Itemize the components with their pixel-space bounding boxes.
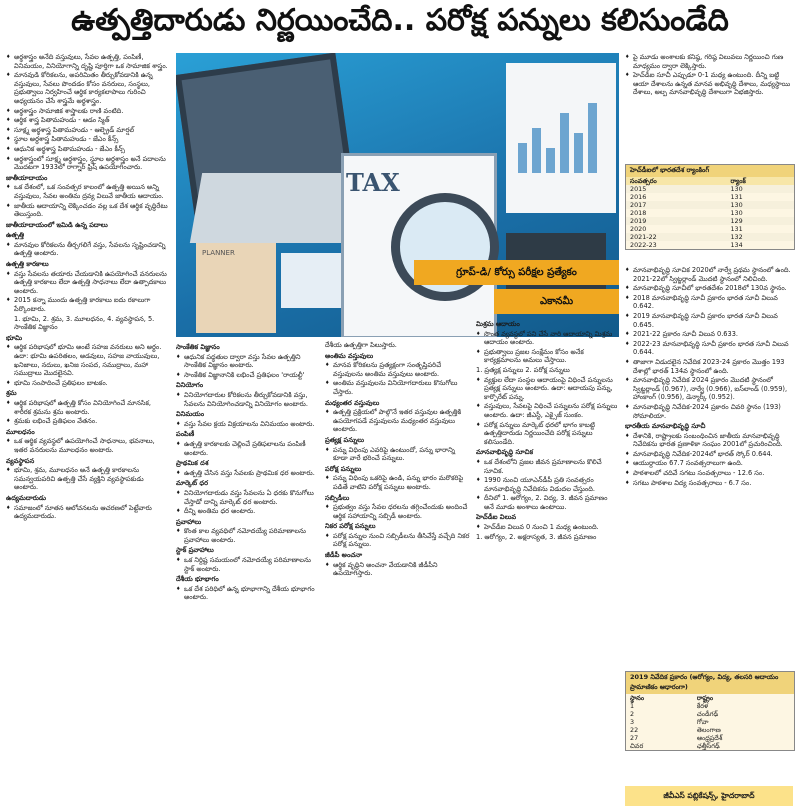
table-row bbox=[626, 726, 794, 734]
col2-bullet: ♦ ఒక నిర్దిష్ట సమయంలో నమోదయ్యే పరిమాణాలను స్టాక్ అంటారు. bbox=[176, 556, 320, 573]
col1-bullet: ♦ 2015 కన్నా ముందు ఉత్పత్తి కారకాలు ఐదు రకాలుగా పేర్కొంటారు. bbox=[6, 296, 168, 313]
col5-bullet: ♦ పై మూడు అంశాలకు కనిష్ఠ, గరిష్ఠ విలువలు నిర్ణయించి గుణ మాధ్యమం ద్వారా లెక్కిస్తారు. bbox=[625, 53, 793, 70]
col1-bullet: ♦ సమాజంలో నూతన ఆలోచనలను ఆచరణలో పెట్టేవారు ఉద్యమదారుడు. bbox=[6, 504, 168, 521]
author-credit: జీవీఎస్ పబ్లికేషన్స్, హైదరాబాద్ bbox=[625, 786, 793, 806]
col2-bullet: ♦ ఉత్పత్తి కారకాలకు చెల్లించే ప్రతిఫలాలను పంపిణీ అంటారు. bbox=[176, 440, 320, 457]
col4-bullet: ♦ ఒక దేశంలోని ప్రజల జీవన ప్రమాణాలను కొలిచే సూచిక. bbox=[476, 458, 619, 475]
col4-bullet: ♦ ప్రభుత్వాలు ప్రజల సంక్షేమం కోసం అనేక కార్యక్రమాలను అమలు చేస్తాయి. bbox=[476, 348, 619, 365]
column-2 bbox=[176, 341, 320, 805]
col4-bullet: ♦ హెచ్‌డీఐ విలువ 0 నుంచి 1 మధ్య ఉంటుంది. bbox=[476, 523, 619, 532]
col2-bullet: ♦ వినియోగదారుడు వస్తు సేవలను ఏ ధరకు కొనుగోలు చేస్తాడో దాన్ని మార్కెట్ ధర అంటారు. bbox=[176, 489, 320, 506]
section-heading: భారతీయ మానవాభివృద్ధి సూచీ bbox=[625, 422, 706, 431]
table-row bbox=[626, 233, 794, 241]
planner-label: PLANNER bbox=[202, 249, 235, 257]
section-heading: నికర పరోక్ష పన్నులు bbox=[325, 522, 376, 531]
table-cell: 2 bbox=[630, 710, 635, 718]
section-heading: జీడీపీ అంచనా bbox=[325, 551, 363, 560]
col5-bullet: ♦ దేశానికి, రాష్ట్రాలకు సంబంధించిన జాతీయ మానవాభివృద్ధి నివేదికను భారత ప్రణాళికా సంఘం 2001లో ప్రచురించింది. bbox=[625, 432, 793, 449]
col1-bullet: ♦ అర్థశాస్త్రం అనేది వస్తువులు, సేవల ఉత్పత్తి, పంపిణీ, వినిమయం, వినియోగాన్ని దృష్టి పూర్తిగా ఒక సామాజిక శాస్త్రం. bbox=[6, 53, 168, 70]
col3-bullet: ♦ పన్ను విధింపు ఒకరిపై ఉండి, పన్ను భారం మరొకరిపై పడితే వాటిని పరోక్ష పన్నులు అంటారు. bbox=[325, 474, 471, 491]
table-header: రాష్ట్రం bbox=[696, 694, 714, 702]
col5-bullet: ♦ 2021-22 ప్రకారం సూచీ విలువ 0.633. bbox=[625, 330, 793, 339]
sub-heading: ఉత్పత్తి కారకాలు bbox=[6, 260, 49, 269]
column-5-top bbox=[625, 53, 793, 161]
section-heading: సబ్సిడీలు bbox=[325, 493, 350, 502]
sub-heading: ఉత్పత్తి bbox=[6, 231, 25, 240]
col5-bullet: ♦ మానవాభివృద్ధి నివేదిక 2024 ప్రకారం మొదటి స్థానంలో స్విట్జర్లాండ్ (0.967), నార్వే (0.966), ఐస్‌లాండ్ (0.959), హాంకాంగ్ (0.956), డెన్మార్క్ (0.952). bbox=[625, 376, 793, 402]
table-row bbox=[626, 225, 794, 233]
section-heading: పంపిణీ bbox=[176, 430, 195, 439]
table-row bbox=[626, 734, 794, 742]
sub-heading: ఉద్యమదారుడు bbox=[6, 493, 47, 502]
table-cell: 2022-23 bbox=[630, 241, 657, 249]
col4-text: 1. ప్రత్యక్ష పన్నులు 2. పరోక్ష పన్నులు bbox=[476, 365, 570, 374]
col1-bullet: ♦ వస్తు సేవలను తయారు చేయడానికి ఉపయోగించే వనరులను ఉత్పత్తి కారకాలు లేదా ఉత్పత్తి సాధనాలు లేదా ఉత్పాదకాలు అంటారు. bbox=[6, 270, 168, 296]
col1-bullet: ♦ ఆర్థిక పరిభాషలో భూమి అంటే సహజ వనరులు అని అర్థం. ఉదా: భూమి ఉపరితలం, అడవులు, సహజ వాయువులు, ఖనిజాలు, నదులు, ఖనిజ సంపద, సముద్రాలు, మహా సముద్రాలు మొదలైనవి. bbox=[6, 343, 168, 377]
col4-bullet: ♦ 1990 నుంచి యూఎన్‌డీపీ ప్రతి సంవత్సరం మానవాభివృద్ధి నివేదికను విడుదల చేస్తుంది. bbox=[476, 476, 619, 493]
col1-bullet: ♦ అర్థశాస్త్రంలో సూక్ష్మ అర్థశాస్త్రం, స్థూల అర్థశాస్త్రం అనే పదాలను మొదటగా 1933లో రాగ్నార్ ఫ్రిష్ ఉపయోగించారు. bbox=[6, 155, 168, 172]
col3-bullet: ♦ ఉత్పత్తి ప్రక్రియలో పాల్గొనే ఇతర వస్తువుల ఉత్పత్తికి ఉపయోగపడే వస్తువులను మధ్యంతర వస్తువులు అంటారు. bbox=[325, 408, 471, 434]
col3-bullet: ♦ పన్ను విధింపు ఎవరిపై ఉంటుందో, పన్ను భారాన్ని కూడా వారే భరించే పన్నులు. bbox=[325, 446, 471, 463]
col3-bullet: ♦ ఆర్థిక వృద్ధిని అంచనా వేయడానికి జీడీపీని ఉపయోగిస్తారు. bbox=[325, 561, 471, 578]
col5-bullet: ♦ మానవాభివృద్ధి సూచీలో భారతదేశం 2018లో 130వ స్థానం. bbox=[625, 284, 793, 293]
col5-bullet: ♦ 2019 మానవాభివృద్ధి సూచీ ప్రకారం భారత సూచీ విలువ 0.645. bbox=[625, 312, 793, 329]
col4-text: 1. ఆరోగ్యం, 2. అక్షరాస్యత, 3. జీవన ప్రమాణం bbox=[476, 532, 597, 541]
table-cell: చండీగఢ్ bbox=[696, 710, 719, 718]
col1-bullet: ♦ ఆధునిక అర్థశాస్త్ర పితామహుడు - జేఎం కీన్స్ bbox=[6, 145, 168, 154]
col1-bullet: ♦ జాతీయ ఆదాయాన్ని లెక్కించడం వల్ల ఒక దేశ ఆర్థిక వృద్ధిరేటు తెలుస్తుంది. bbox=[6, 202, 168, 219]
table-cell: గోవా bbox=[696, 718, 709, 726]
col1-bullet: ♦ భూమి సంపాదించే ప్రతిఫలం బాటకం. bbox=[6, 379, 168, 388]
table-row bbox=[626, 702, 794, 710]
sub-heading: మూలధనం bbox=[6, 427, 35, 436]
col2-bullet: ♦ ఉత్పత్తి చేసిన వస్తు సేవలకు ప్రాథమిక ధర అంటారు. bbox=[176, 469, 320, 478]
col2-bullet: ♦ సాంకేతిక విజ్ఞానానికి లభించే ప్రతిఫలం 'రాయల్టీ' bbox=[176, 371, 320, 380]
col4-bullet: ♦ పరోక్ష పన్నులు మార్కెట్ ధరలో భాగం కాబట్టి ఉత్పత్తిదారుడు నిర్ణయించేది పరోక్ష పన్నులు కలిసుండేది. bbox=[476, 421, 619, 447]
section-heading: ప్రత్యక్ష పన్నులు bbox=[325, 435, 365, 444]
table-cell: 2019 bbox=[626, 217, 726, 225]
section-heading: దేశీయ భూభాగం bbox=[176, 575, 219, 584]
exam-special-banner: గ్రూప్-డి/ కోర్సు పరీక్షల ప్రత్యేకం bbox=[414, 260, 619, 285]
col5-bullet: ♦ మానవాభివృద్ధి సూచిక 2020లో నార్వే ప్రథమ స్థానంలో ఉంది. 2021-22లో స్విట్జర్లాండ్ మొదటి స్థానంలో నిలిచింది. bbox=[625, 266, 793, 283]
chart-document-illustration bbox=[506, 63, 616, 213]
table-row bbox=[626, 201, 794, 209]
table-header: సంవత్సరం bbox=[626, 177, 726, 185]
col1-bullet: ♦ మానవుడి కోరికలను, అపరిమితం తీర్చుకోవడానికి ఉన్న వస్తువులు, సేవలు పొందడం కోసం వనరులు, సంస్థలు, ప్రభుత్వాలు నిర్వహించే ఆర్థిక కార్యకలాపాలు గురించి అధ్యయనం చేసే శాస్త్రమే అర్థశాస్త్రం. bbox=[6, 71, 168, 105]
col1-bullet: ♦ ఒక ఆర్థిక వ్యవస్థలో ఉపయోగించే సాధనాలు, భవనాలు, ఇతర వనరులను మూలధనం అంటారు. bbox=[6, 437, 168, 454]
planner-notebook bbox=[196, 243, 276, 333]
subject-banner: ఎకానమీ bbox=[494, 289, 619, 314]
col5-bullet: ♦ సగటు పాఠశాల విద్య సంవత్సరాలు - 6.7 సం. bbox=[625, 479, 793, 488]
col2-bullet: ♦ వినియోగదారుల కోరికలను తీర్చుకోవడానికి వస్తు, సేవలను వినియోగించడాన్ని వినియోగం అంటారు. bbox=[176, 391, 320, 408]
col5-bullet: ♦ మానవాభివృద్ధి నివేదిక-2024 ప్రకారం చివరి స్థానం (193) సోమాలియా. bbox=[625, 403, 793, 420]
section-heading: మానవాభివృద్ధి సూచిక bbox=[476, 448, 534, 457]
section-heading: జాతీయాదాయంలో ఇమిడి ఉన్న పదాలు bbox=[6, 220, 108, 229]
table-title: 2019 నివేదిక ప్రకారం (ఆరోగ్యం, విద్య, తలసరి ఆదాయం ప్రామాణికం ఆధారంగా) bbox=[626, 672, 794, 694]
col1-bullet: ♦ భూమి, శ్రమ, మూలధనం అనే ఉత్పత్తి కారకాలను సమన్వయపరిచి ఉత్పత్తి చేసే వ్యక్తిని వ్యవస్థాపకుడు అంటారు. bbox=[6, 466, 168, 492]
table-cell: 130 bbox=[726, 201, 794, 209]
table-row bbox=[626, 742, 794, 750]
sub-heading: వ్యవస్థాపన bbox=[6, 456, 35, 465]
table-cell: చివర bbox=[630, 742, 644, 750]
section-heading: హెచ్‌డీఐ విలువ bbox=[476, 513, 517, 522]
table-cell: 130 bbox=[726, 185, 794, 193]
table-row bbox=[626, 241, 794, 249]
section-heading: మధ్యంతర వస్తువులు bbox=[325, 398, 380, 407]
col1-bullet: ♦ ఆర్థిక శాస్త్ర పితామహుడు - ఆడం స్మిత్ bbox=[6, 116, 168, 125]
col2-bullet: ♦ ఒక దేశ పరిధిలో ఉన్న భూభాగాన్ని దేశీయ భూభాగం అంటారు. bbox=[176, 585, 320, 602]
table-cell: 3 bbox=[630, 718, 635, 726]
col1-bullet: ♦ స్థూల అర్థశాస్త్ర పితామహుడు - జేఎం కీన్స్ bbox=[6, 135, 168, 144]
table-cell: 129 bbox=[726, 217, 794, 225]
section-heading: మిశ్రమ ఆదాయం bbox=[476, 320, 520, 328]
section-heading: స్టాక్ ప్రవాహాలు bbox=[176, 546, 214, 555]
table-row bbox=[626, 209, 794, 217]
col5-bullet: ♦ మానవాభివృద్ధి నివేదిక-2024లో భారత్ స్కోర్ 0.644. bbox=[625, 450, 793, 459]
table-cell: ఛత్తీస్‌గఢ్ bbox=[696, 742, 720, 750]
column-3 bbox=[325, 341, 471, 805]
id-card-illustration bbox=[281, 253, 341, 308]
table-cell: ఆంధ్రప్రదేశ్ bbox=[696, 734, 723, 742]
table-cell: 2018 bbox=[630, 209, 647, 217]
column-5-middle bbox=[625, 266, 793, 666]
section-heading: మార్కెట్ ధర bbox=[176, 479, 208, 488]
col3-bullet: ♦ ప్రభుత్వం వస్తు సేవల ధరలను తగ్గించేందుకు అందించే ఆర్థిక సహాయాన్ని సబ్సిడీ అంటారు. bbox=[325, 503, 471, 520]
col1-intro-list bbox=[6, 53, 168, 172]
col1-bullet: ♦ మానవుల కోరికలను తీర్చగలిగే వస్తు, సేవలను సృష్టించడాన్ని ఉత్పత్తి అంటారు. bbox=[6, 241, 168, 258]
section-heading: ప్రాథమిక దశ bbox=[176, 459, 209, 468]
table-cell: 1 bbox=[630, 702, 635, 710]
section-heading: సాంకేతిక విజ్ఞానం bbox=[176, 343, 220, 351]
col3-bullet: ♦ పరోక్ష పన్నుల నుంచి సబ్సిడీలను తీసివేస్తే వచ్చేది నికర పరోక్ష పన్నులు. bbox=[325, 532, 471, 549]
table-cell: తెలంగాణ bbox=[696, 726, 721, 734]
col1-text: 1. భూమి, 2. శ్రమ, 3. మూలధనం, 4. వ్యవస్థాపన, 5. సాంకేతిక విజ్ఞానం bbox=[14, 314, 155, 332]
col4-bullet: ♦ వస్తువులు, సేవలపై విధించే పన్నులను పరోక్ష పన్నులు అంటారు. ఉదా: జీఎస్టీ, ఎక్సైజ్ సుంకం. bbox=[476, 402, 619, 419]
col4-bullet: ♦ దీనిలో 1. ఆరోగ్యం, 2. విద్య, 3. జీవన ప్రమాణం అనే మూడు అంశాలు ఉంటాయి. bbox=[476, 494, 619, 511]
table-row bbox=[626, 217, 794, 225]
table-row bbox=[626, 185, 794, 193]
table-cell: 2020 bbox=[630, 225, 647, 233]
col5-bullet: ♦ ఆయుర్దాయం 67.7 సంవత్సరాలుగా ఉంది. bbox=[625, 459, 793, 468]
col1-bullet: ♦ ఒక దేశంలో, ఒక సంవత్సర కాలంలో ఉత్పత్తి అయిన అన్ని వస్తువులు, సేవల అంతిమ ద్రవ్య విలువే జాతీయ ఆదాయం. bbox=[6, 183, 168, 200]
table-header: స్థానం bbox=[630, 694, 645, 702]
col4-bullet: ♦ వ్యక్తుల లేదా సంస్థల ఆదాయంపై విధించే పన్నులను ప్రత్యక్ష పన్నులు అంటారు. ఉదా: ఆదాయపు పన్ను, కార్పొరేట్ పన్ను. bbox=[476, 376, 619, 402]
table-cell: 131 bbox=[730, 193, 743, 201]
col2-bullet: ♦ వస్తు సేవల క్రయ విక్రయాలను వినిమయం అంటారు. bbox=[176, 420, 320, 429]
tax-label: TAX bbox=[346, 168, 400, 197]
col1-bullet: ♦ శ్రమకు లభించే ప్రతిఫలం వేతనం. bbox=[6, 417, 168, 426]
table-cell: 2021-22 bbox=[626, 233, 726, 241]
col1-bullet: ♦ అర్థశాస్త్రం సామాజిక శాస్త్రాలకు రాణి వంటిది. bbox=[6, 107, 168, 116]
table-cell: 131 bbox=[730, 225, 743, 233]
table-header: ర్యాంక్ bbox=[726, 177, 794, 185]
table-cell: 2016 bbox=[630, 193, 647, 201]
col4-bullet: ♦ సొంత వ్యవస్థలో పని చేసే వారి ఆదాయాన్ని మిశ్రమ ఆదాయం అంటారు. bbox=[476, 330, 619, 347]
table-row bbox=[626, 710, 794, 718]
column-1 bbox=[6, 53, 168, 805]
table-cell: 2017 bbox=[626, 201, 726, 209]
section-heading: వినిమయం bbox=[176, 410, 205, 419]
sub-heading: భూమి bbox=[6, 333, 23, 342]
col5-bullet: ♦ తాజాగా విడుదలైన నివేదిక 2023-24 ప్రకారం మొత్తం 193 దేశాల్లో భారత్ 134వ స్థానంలో ఉంది. bbox=[625, 358, 793, 375]
col3-bullet: ♦ మానవ కోరికలను ప్రత్యక్షంగా సంతృప్తిపరిచే వస్తువులను అంతిమ వస్తువులు అంటారు. bbox=[325, 361, 471, 378]
col5-bullet: ♦ పాఠశాలలో చదివే సగటు సంవత్సరాలు - 12.6 సం. bbox=[625, 469, 793, 478]
col3-text: దేశీయ ఉత్పత్తిగా పిలుస్తారు. bbox=[325, 341, 397, 349]
page-headline: ఉత్పత్తిదారుడు నిర్ణయించేది.. పరోక్ష పన్నులు కలిసుండేది bbox=[71, 3, 729, 38]
col3-bullet: ♦ అంతిమ వస్తువులను వినియోగదారులు కొనుగోలు చేస్తారు. bbox=[325, 379, 471, 396]
col5-bullet: ♦ 2018 మానవాభివృద్ధి సూచీ ప్రకారం భారత సూచీ విలువ 0.642. bbox=[625, 294, 793, 311]
table-title: హెచ్‌డీఐలో భారతదేశ ర్యాంకింగ్ bbox=[626, 165, 794, 177]
table-row bbox=[626, 718, 794, 726]
section-heading: వినియోగం bbox=[176, 381, 204, 390]
column-4 bbox=[476, 318, 619, 805]
col5-bullet: ♦ హెచ్‌డీఐ సూచీ ఎప్పుడూ 0-1 మధ్య ఉంటుంది. దీన్ని బట్టి ఆయా దేశాలను ఉన్నత మానవ అభివృద్ధి దేశాలు, మధ్యస్థాయి దేశాలు, అల్ప మానవాభివృద్ధి దేశాలుగా విభజిస్తారు. bbox=[625, 71, 793, 97]
col2-bullet: ♦ కొంత కాల వ్యవధిలో నమోదయ్యే పరిమాణాలను ప్రవాహాలు అంటారు. bbox=[176, 527, 320, 544]
col1-bullet: ♦ సూక్ష్మ అర్థశాస్త్ర పితామహుడు - ఆల్ఫ్రెడ్ మార్షల్ bbox=[6, 126, 168, 135]
table-cell: 132 bbox=[726, 233, 794, 241]
table-row bbox=[626, 193, 794, 201]
table-cell: 27 bbox=[630, 734, 639, 742]
table-cell: 130 bbox=[730, 209, 743, 217]
section-heading: పరోక్ష పన్నులు bbox=[325, 464, 362, 473]
table-cell: కేరళ bbox=[696, 702, 709, 710]
hdi-rank-table bbox=[625, 164, 795, 250]
table-cell: 22 bbox=[630, 726, 639, 734]
col5-bullet: ♦ 2022-23 మానవాభివృద్ధి సూచీ ప్రకారం భారత సూచీ విలువ 0.644. bbox=[625, 340, 793, 357]
section-heading: అంతిమ వస్తువులు bbox=[325, 351, 374, 360]
sub-heading: శ్రమ bbox=[6, 389, 17, 398]
table-cell: 2015 bbox=[626, 185, 726, 193]
state-hdi-table bbox=[625, 671, 795, 751]
col2-bullet: ♦ ఆధునిక పద్ధతుల ద్వారా వస్తు సేవల ఉత్పత్తిని సాంకేతిక విజ్ఞానం అంటారు. bbox=[176, 353, 320, 370]
col1-bullet: ♦ ఆర్థిక పరిభాషలో ఉత్పత్తి కోసం వినియోగించే మానసిక, శారీరక శ్రమను శ్రమ అంటారు. bbox=[6, 399, 168, 416]
section-heading: జాతీయాదాయం bbox=[6, 173, 48, 182]
table-cell: 134 bbox=[730, 241, 743, 249]
section-heading: ప్రవాహాలు bbox=[176, 517, 202, 526]
col2-bullet: ♦ దీన్ని అంతిమ ధర అంటారు. bbox=[176, 507, 320, 516]
